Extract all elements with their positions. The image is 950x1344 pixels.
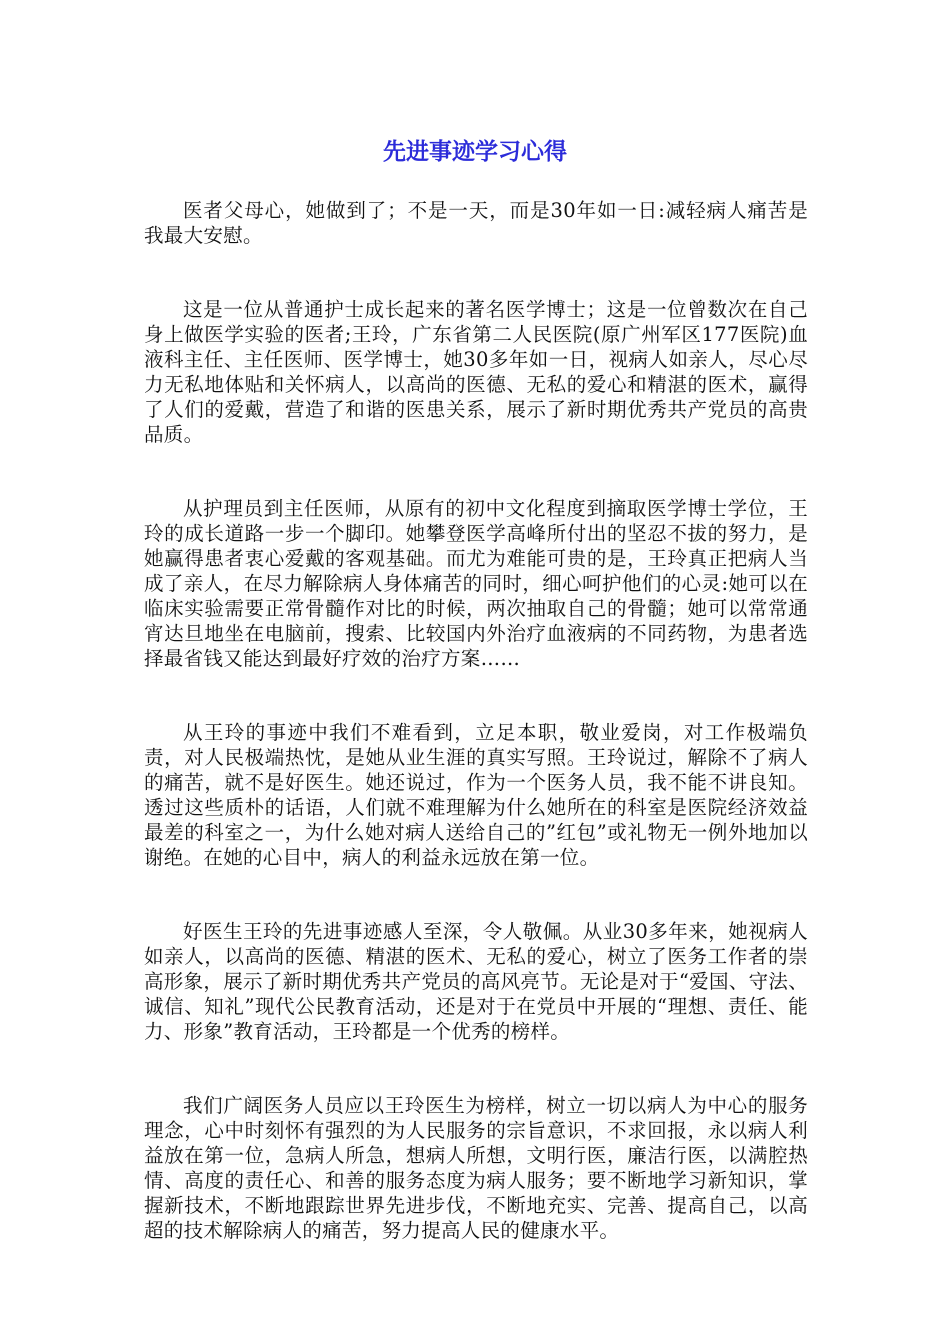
paragraph-1: 医者父母心，她做到了；不是一天，而是30年如一日:减轻病人痛苦是我最大安慰。 [144, 199, 808, 247]
paragraph-4: 从王玲的事迹中我们不难看到，立足本职，敬业爱岗，对工作极端负责，对人民极端热忱，是她从业生涯的真实写照。王玲说过，解除不了病人的痛苦，就不是好医生。她还说过，作为一个医务人员，我不能不讲良知。透过这些质朴的话语，人们就不难理解为什么她所在的科室是医院经济效益最差的科室之一，为什么她对病人送给自己的”红包”或礼物无一例外地加以谢绝。在她的心目中，病人的利益永远放在第一位。 [144, 721, 808, 869]
paragraph-3: 从护理员到主任医师，从原有的初中文化程度到摘取医学博士学位，王玲的成长道路一步一个脚印。她攀登医学高峰所付出的坚忍不拔的努力，是她赢得患者衷心爱戴的客观基础。而尤为难能可贵的是，王玲真正把病人当成了亲人，在尽力解除病人身体痛苦的同时，细心呵护他们的心灵:她可以在临床实验需要正常骨髓作对比的时候，两次抽取自己的骨髓；她可以常常通宵达旦地坐在电脑前，搜索、比较国内外治疗血液病的不同药物，为患者选择最省钱又能达到最好疗效的治疗方案…… [144, 497, 808, 670]
document-body [144, 198, 808, 1292]
paragraph-6: 我们广阔医务人员应以王玲医生为榜样，树立一切以病人为中心的服务理念，心中时刻怀有强烈的为人民服务的宗旨意识，不求回报，永以病人利益放在第一位，急病人所急，想病人所想，文明行医，廉洁行医，以满腔热情、高度的责任心、和善的服务态度为病人服务；要不断地学习新知识，掌握新技术，不断地跟踪世界先进步伐，不断地充实、完善、提高自己，以高超的技术解除病人的痛苦，努力提高人民的健康水平。 [144, 1094, 808, 1242]
paragraph-5: 好医生王玲的先进事迹感人至深，令人敬佩。从业30多年来，她视病人如亲人，以高尚的医德、精湛的医术、无私的爱心，树立了医务工作者的崇高形象，展示了新时期优秀共产党员的高风亮节。无论是对于“爱国、守法、诚信、知礼”现代公民教育活动，还是对于在党员中开展的“理想、责任、能力、形象”教育活动，王玲都是一个优秀的榜样。 [144, 920, 808, 1043]
paragraph-2: 这是一位从普通护士成长起来的著名医学博士；这是一位曾数次在自己身上做医学实验的医者;王玲，广东省第二人民医院(原广州军区177医院)血液科主任、主任医师、医学博士，她30多年如一日，视病人如亲人，尽心尽力无私地体贴和关怀病人，以高尚的医德、无私的爱心和精湛的医术，赢得了人们的爱戴，营造了和谐的医患关系，展示了新时期优秀共产党员的高贵品质。 [144, 298, 808, 446]
document-title: 先进事迹学习心得 [383, 139, 567, 165]
